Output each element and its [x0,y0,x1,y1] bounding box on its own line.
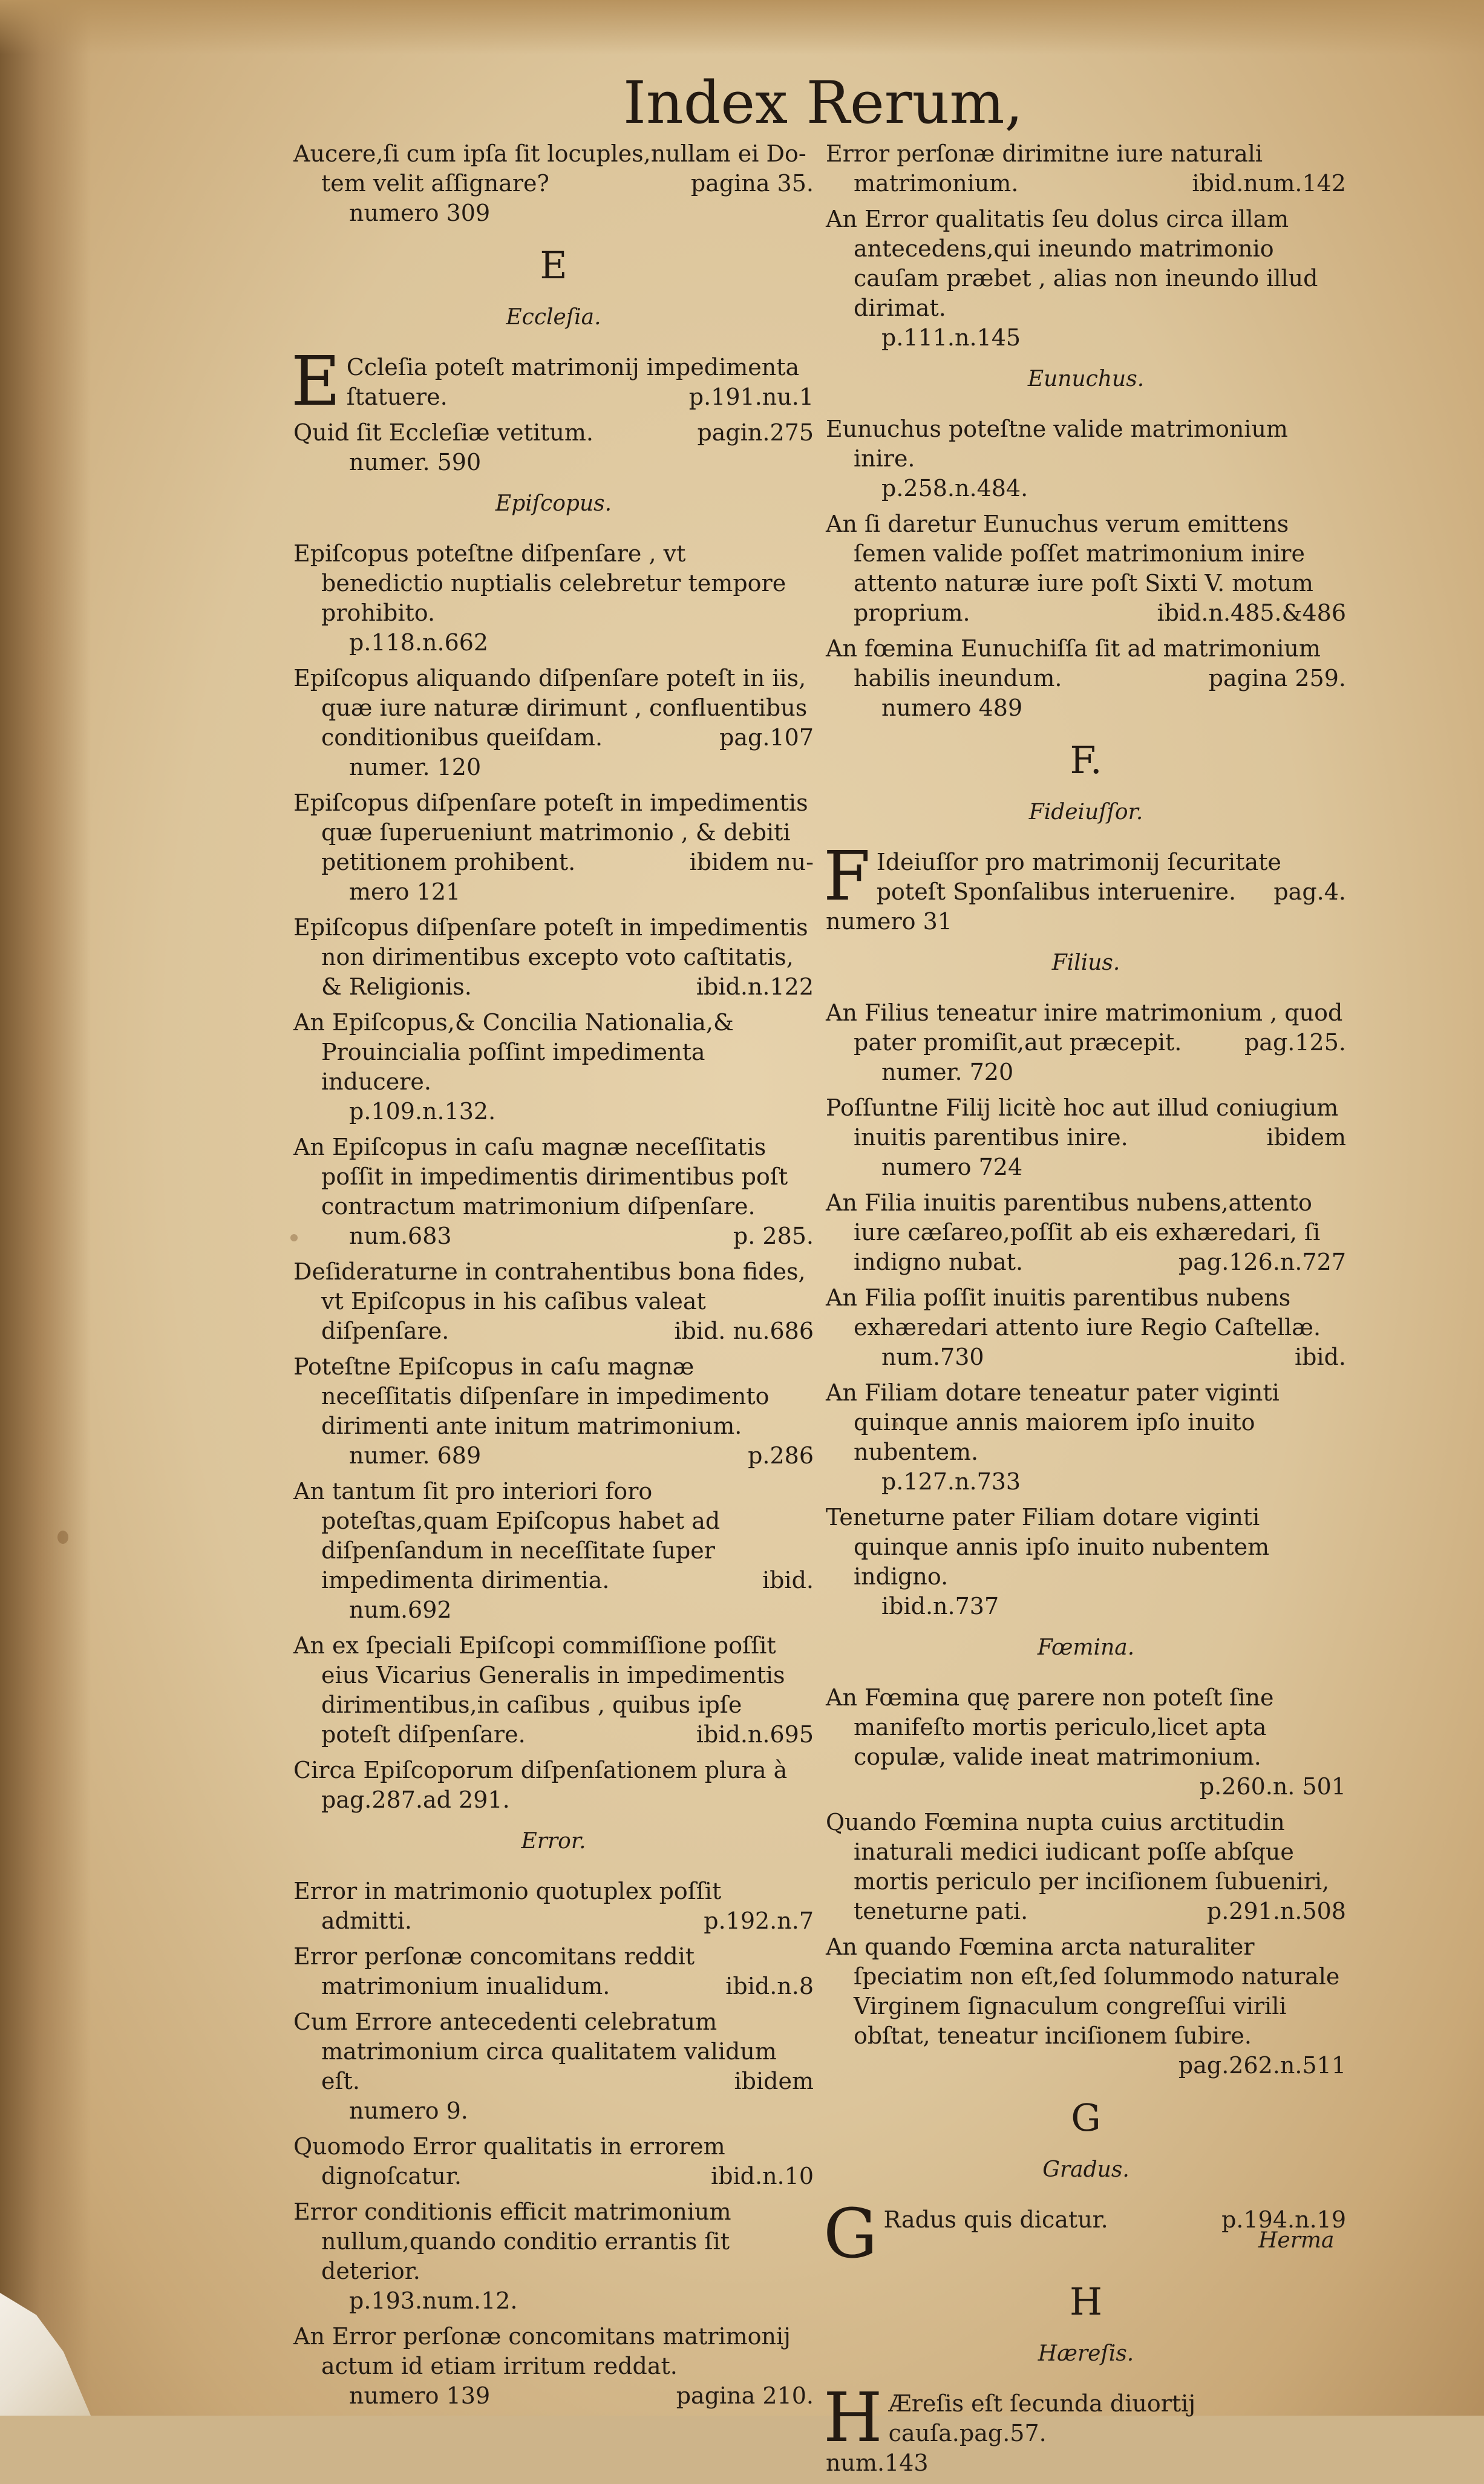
index-entry [826,1503,1346,1621]
entry-reference: ibid.n.695 [696,1721,814,1748]
entry-text: An Filiam dotare teneatur pater viginti quinque annis maiorem ipſo inuito nubentem. [826,1379,1280,1465]
entry-text: An Filia poſſit inuitis parentibus nubens exhæredari attento iure Regio Caſtellæ. [826,1284,1321,1341]
running-head: Index Rerum, [623,69,1024,137]
section-heading-eunuchus: Eunuchus. [1027,367,1145,391]
entry-text: Quid ſit Eccleſiæ vetitum. [293,419,593,446]
entry-continuation: numero 309 [349,200,491,226]
entry-text: An Error qualitatis ſeu dolus circa illam antecedens,qui ineundo matrimonio cauſam præbet , alias non ineundo illud dirimat. [826,206,1318,321]
index-entry [826,1683,1346,1802]
entry-continuation: p.258.n.484. [881,475,1028,502]
drop-cap-e: E [291,342,341,421]
index-entry [826,139,1346,198]
entry-text: An Filius teneatur inire matrimonium , quod pater promiſit,aut præcepit. [826,999,1343,1056]
entry-text: Radus quis dicatur. [883,2206,1108,2233]
entry-reference: p.192.n.7 [704,1907,814,1934]
index-entry [826,414,1346,503]
entry-continuation: p.193.num.12. [349,2287,518,2314]
entry-reference: ibid. [1294,1344,1346,1370]
section-heading-ecclesia: Eccleſia. [506,305,601,330]
drop-cap-h: H [823,2379,883,2457]
entry-text: Epiſcopus diſpenſare poteſt in impedimentis non dirimentibus excepto voto caſtitatis, & Religionis. [293,914,808,1000]
entry-text: An tantum ſit pro interiori foro poteſtas,quam Epiſcopus habet ad diſpenſandum in neceſſitate ſuper impedimenta dirimentia. [293,1478,721,1593]
entry-reference: pag.126.n.727 [1178,1249,1346,1275]
top-edge-shadow [0,0,1484,54]
entry-continuation: num.683 [349,1223,452,1249]
index-entry [293,788,814,907]
entry-continuation: num.143 [826,2450,929,2476]
letter-heading-f: F. [1070,738,1102,782]
drop-cap-f: F [823,837,871,916]
entry-continuation: mero 121 [349,878,461,905]
entry-reference: p.291.n.508 [1206,1898,1346,1924]
entry-text: Poteſtne Epiſcopus in caſu magnæ neceſſitatis diſpenſare in impedimento dirimenti ante initum matrimonium. [293,1353,770,1439]
entry-text: An ex ſpeciali Epiſcopi commiſſione poſſit eius Vicarius Generalis in impedimentis dirimentibus,in caſibus , quibus ipſe poteſt diſpenſare. [293,1632,785,1748]
entry-continuation: numero 9. [349,2097,468,2124]
entry-reference: ibidem [1266,1124,1346,1151]
letter-heading-e: E [540,243,567,287]
entry-text: Eunuchus poteſtne valide matrimonium inire. [826,416,1288,472]
entry-text: An fœmina Eunuchiſſa ſit ad matrimonium habilis ineundum. [826,635,1321,691]
index-entry [293,2197,814,2316]
entry-continuation: numer. 590 [349,449,482,476]
entry-reference: pag.107 [719,724,814,751]
entry-reference: ibid.n.485.&486 [1157,600,1346,626]
entry-continuation: numero 724 [881,1154,1023,1180]
index-entry [826,1093,1346,1182]
index-entry [826,1932,1346,2080]
entry-reference: pag.4. [1273,878,1346,905]
entry-text: An ſi daretur Eunuchus verum emittens ſemen valide poſſet matrimonium inire attento naturæ iure poſt Sixti V. motum proprium. [826,511,1313,626]
section-heading-episcopus: Epiſcopus. [495,491,612,516]
entry-text: Ideiuſſor pro matrimonij ſecuritate poteſt Sponſalibus interuenire. [876,849,1281,905]
right-column [823,139,1346,2484]
entry-text: Circa Epiſcoporum diſpenſationem plura à pag.287.ad 291. [293,1757,788,1813]
entry-reference: ibid. nu.686 [674,1318,814,1344]
entry-continuation: num.692 [349,1597,452,1623]
left-column [293,139,814,2417]
index-entry [293,1756,814,1815]
entry-reference: ibid. [762,1567,814,1593]
index-entry [293,1257,814,1346]
index-entry [826,1283,1346,1372]
section-heading-filius: Filius. [1051,950,1120,975]
entry-reference: pagina 35. [690,170,814,197]
entry-reference: p.194.n.19 [1221,2206,1346,2233]
catchword: Herma [1258,2228,1335,2253]
section-heading-fideiussor: Fideiuſſor. [1028,800,1143,825]
entry-text: Poſſuntne Filij licitè hoc aut illud coniugium inuitis parentibus inire. [826,1094,1339,1151]
entry-reference: ibid.n.8 [725,1973,814,1999]
entry-text: Deſideraturne in contrahentibus bona fides, vt Epiſcopus in his caſibus valeat diſpenſare. [293,1258,806,1344]
entry-continuation: numer. 689 [349,1442,482,1469]
entry-reference: ibid.num.142 [1192,170,1346,197]
index-entry [293,664,814,782]
letter-heading-g: G [1071,2096,1101,2140]
index-entry [293,539,814,658]
section-heading-haeresis: Hæreſis. [1038,2341,1134,2366]
entry-text: Quomodo Error qualitatis in errorem dignoſcatur. [293,2133,725,2189]
index-entry [826,998,1346,1087]
entry-continuation: numero 489 [881,695,1023,721]
index-entry [293,913,814,1002]
entry-text: Epiſcopus poteſtne diſpenſare , vt benedictio nuptialis celebretur tempore prohibito. [293,540,786,626]
entry-continuation: p.109.n.132. [349,1098,496,1125]
index-entry [823,2379,1346,2478]
entry-reference: p.260.n. 501 [1199,1773,1346,1800]
entry-reference: pagina 259. [1208,665,1346,691]
entry-text: Error conditionis efficit matrimonium nullum,quando conditio errantis ſit deterior. [293,2198,731,2284]
index-entry [293,1631,814,1750]
index-entry [293,1477,814,1625]
entry-continuation: p.118.n.662 [349,629,489,656]
foxing-spot [57,1531,68,1544]
index-entry [823,837,1346,936]
entry-reference: pag.125. [1244,1029,1346,1056]
entry-reference: pagin.275 [697,419,814,446]
section-heading-foemina: Fœmina. [1037,1635,1135,1660]
index-entry [291,342,814,421]
entry-text: An Error perſonæ concomitans matrimonij actum id etiam irritum reddat. [293,2323,791,2379]
entry-text: An quando Fœmina arcta naturaliter ſpeciatim non eſt,ſed ſolummodo naturale Virginem ſignaculum congreſſui virili obſtat, teneatur inciſionem ſubire. [826,1933,1340,2049]
index-entry [826,1808,1346,1926]
index-entry [293,2132,814,2191]
entry-continuation: num.730 [881,1344,984,1370]
index-entry [293,2007,814,2126]
index-entry [293,1942,814,2001]
index-entry [293,1352,814,1471]
index-entry [293,418,814,477]
section-heading-error: Error. [521,1829,586,1854]
entry-text: An Epiſcopus in caſu magnæ neceſſitatis poſſit in impedimentis dirimentibus poſt contractum matrimonium diſpenſare. [293,1134,788,1220]
entry-text: Epiſcopus diſpenſare poteſt in impedimentis quæ ſuperueniunt matrimonio , & debiti petitionem prohibent. [293,789,808,875]
entry-continuation: numer. 120 [349,754,482,780]
index-entry [826,634,1346,723]
index-entry [826,1188,1346,1277]
entry-reference: p. 285. [733,1223,814,1249]
gutter-shadow [0,0,91,2416]
entry-text: An Epiſcopus,& Concilia Nationalia,& Prouincialia poſſint impedimenta inducere. [293,1009,734,1095]
entry-text: Error perſonæ dirimitne iure naturali matrimonium. [826,140,1263,197]
entry-reference: p.286 [748,1442,814,1469]
entry-text: Cum Errore antecedenti celebratum matrimonium circa qualitatem validum eſt. [293,2008,777,2094]
entry-continuation: ibid.n.737 [881,1593,999,1620]
entry-continuation: p.111.n.145 [881,324,1021,351]
index-entry [293,1008,814,1126]
index-entry [293,1877,814,1936]
index-entry [293,2322,814,2411]
entry-continuation: p.127.n.733 [881,1468,1021,1495]
entry-text: Error in matrimonio quotuplex poſſit admitti. [293,1878,722,1934]
entry-text: Ccleſia poteſt matrimonij impedimenta ſtatuere. [346,354,800,410]
index-entry [293,1133,814,1251]
entry-reference: ibid.n.10 [711,2163,814,2189]
entry-text: Quando Fœmina nupta cuius arctitudin inaturali medici iudicant poſſe abſque mortis periculo per inciſionem ſubueniri, teneturne pati. [826,1809,1330,1924]
entry-text: Æreſis eſt ſecunda diuortij cauſa.pag.57. [888,2390,1196,2446]
section-heading-gradus: Gradus. [1042,2157,1129,2182]
drop-cap-g: G [823,2195,878,2273]
entry-text: An Fœmina quę parere non poteſt ſine manifeſto mortis periculo,licet apta copulæ, valide ineat matrimonium. [826,1684,1274,1770]
index-entry [826,204,1346,353]
entry-reference: pag.262.n.511 [1178,2052,1346,2079]
entry-continuation: numer. 720 [881,1059,1014,1085]
index-entry [826,509,1346,628]
entry-reference: ibidem [734,2068,814,2094]
entry-continuation: numero 139 [349,2382,491,2409]
entry-text: Aucere,ſi cum ipſa ſit locuples,nullam ei Do- tem velit aſſignare? [293,140,806,197]
entry-reference: pagina 210. [676,2382,814,2409]
index-entry [293,139,814,228]
letter-heading-h: H [1069,2280,1103,2324]
entry-reference: ibidem nu- [689,849,814,875]
entry-continuation: numero 31 [826,908,952,935]
entry-text: Epiſcopus aliquando diſpenſare poteſt in iis, quæ iure naturæ dirimunt , confluentibus conditionibus queiſdam. [293,665,808,751]
index-entry [826,1378,1346,1497]
entry-reference: p.191.nu.1 [688,384,814,410]
entry-reference: ibid.n.122 [696,973,814,1000]
entry-text: Error perſonæ concomitans reddit matrimonium inualidum. [293,1943,695,1999]
entry-text: An Filia inuitis parentibus nubens,attento iure cæſareo,poſſit ab eis exhæredari, ſi indigno nubat. [826,1189,1321,1275]
entry-text: Teneturne pater Filiam dotare viginti quinque annis ipſo inuito nubentem indigno. [826,1504,1270,1590]
